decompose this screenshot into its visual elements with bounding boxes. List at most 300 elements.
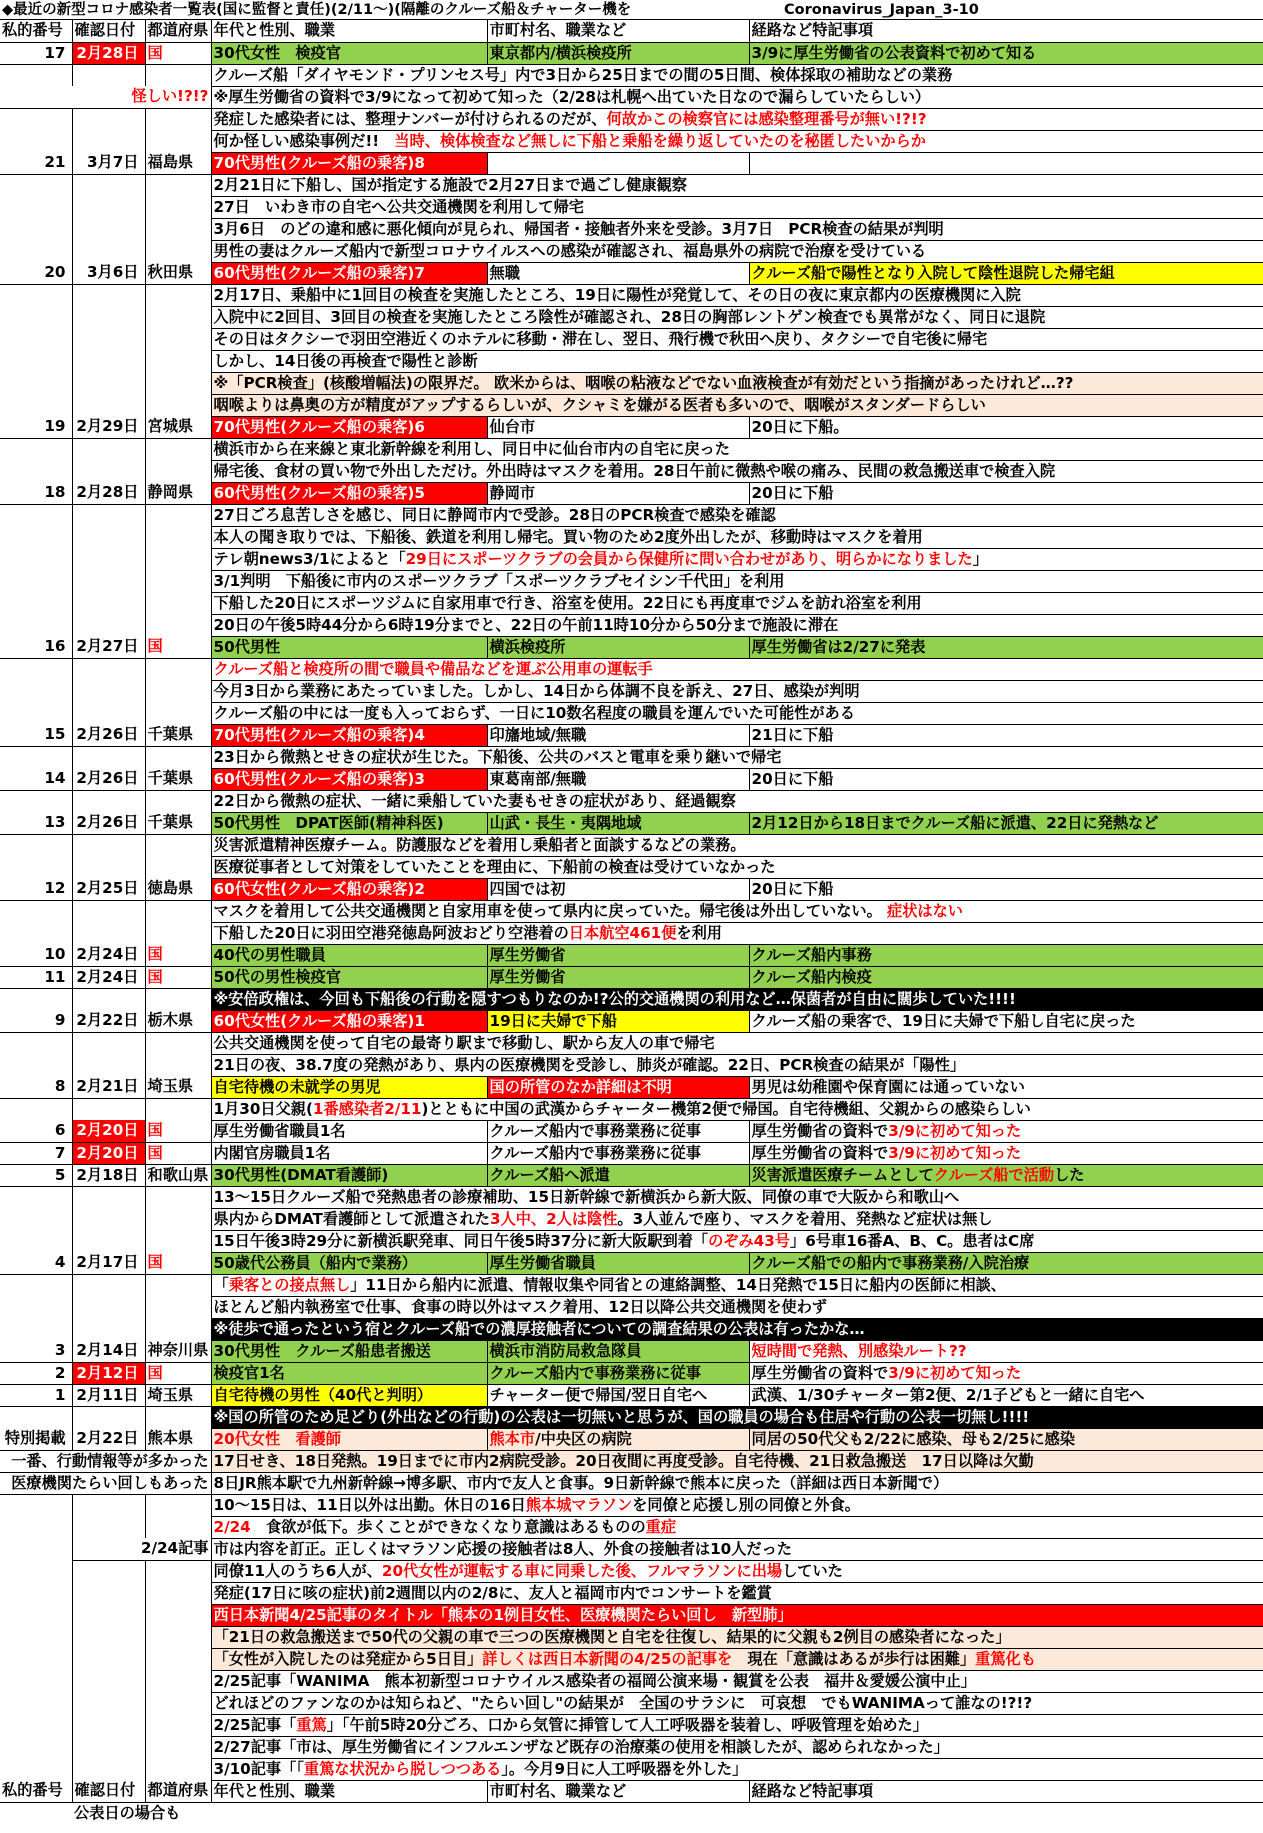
- detail-part: 2/25記事「WANIMA 熊本初新型コロナウイルス感染者の福岡公演来場・観賞を公表 福井＆愛媛公演中止」: [213, 1671, 976, 1690]
- case-row: [0, 482, 1263, 504]
- note-text: 男児は幼稚園や保育園には通っていない: [751, 1077, 1025, 1096]
- note-text: クルーズ船で陽性となり入院して陰性退院した帰宅組: [751, 263, 1115, 282]
- detail-row: [0, 1604, 1263, 1626]
- blank-cell: [0, 1032, 72, 1054]
- blank-cell: [0, 1582, 72, 1604]
- route-notes: [749, 812, 1263, 834]
- blank-cell: [145, 548, 211, 570]
- blank-cell: [72, 790, 145, 812]
- detail-part: 今月3日から業務にあたっていました。しかし、14日から体調不良を訴え、27日、感染が判明: [213, 681, 860, 700]
- blank-cell: [72, 64, 145, 86]
- detail-text: [211, 240, 1263, 262]
- city-job: 東京都内/横浜検疫所: [487, 42, 749, 64]
- city-job: 静岡市: [487, 482, 749, 504]
- note-text: 20日に下船: [751, 879, 834, 898]
- confirm-date: 2月28日: [72, 42, 145, 64]
- confirm-date: 2月26日: [72, 812, 145, 834]
- detail-text: [211, 108, 1263, 130]
- prefecture: 国: [145, 42, 211, 64]
- sheet-title: ◆最近の新型コロナ感染者一覧表(国に監督と責任)(2/11～)(隔離のクルーズ船＆チャーター機を: [2, 2, 632, 18]
- detail-tail: を利用: [676, 923, 722, 942]
- blank-cell: [145, 922, 211, 944]
- case-row: [0, 636, 1263, 658]
- detail-text: [211, 1692, 1263, 1714]
- blank-cell: [0, 1648, 72, 1670]
- blank-cell: [72, 1736, 145, 1758]
- blank-cell: [72, 680, 145, 702]
- city-job: [487, 152, 749, 174]
- blank-cell: [72, 1670, 145, 1692]
- blank-cell: [0, 526, 72, 548]
- detail-text: [211, 702, 1263, 724]
- blank-cell: [0, 790, 72, 812]
- blank-cell: [0, 1516, 72, 1538]
- case-row: [0, 812, 1263, 834]
- detail-row: [0, 834, 1263, 856]
- case-table-footer: [0, 1780, 1263, 1824]
- detail-row: [0, 328, 1263, 350]
- note-highlight: クルーズ船で活動: [933, 1165, 1055, 1184]
- detail-part: 2月17日、乗船中に1回目の検査を実施したところ、19日に陽性が発覚して、その日の夜に東京都内の医療機関に入院: [213, 285, 1021, 304]
- detail-part: 下船した20日に羽田空港発徳島阿波おどり空港着の: [213, 923, 569, 942]
- detail-part: 17日せき、18日発熱。19日までに市内2病院受診。20日夜間に再度受診。自宅待機、21日救急搬送 17日以降は欠勤: [213, 1451, 1034, 1470]
- case-number: 3: [0, 1340, 72, 1362]
- blank-cell: [72, 438, 145, 460]
- detail-row: [0, 1054, 1263, 1076]
- blank-cell: [72, 570, 145, 592]
- city-job: 横浜市消防局救急隊員: [487, 1340, 749, 1362]
- detail-text: [211, 174, 1263, 196]
- blank-cell: [0, 746, 72, 768]
- detail-row: [0, 526, 1263, 548]
- blank-cell: [145, 1230, 211, 1252]
- blank-cell: [0, 196, 72, 218]
- detail-row: [0, 108, 1263, 130]
- detail-row: [0, 1296, 1263, 1318]
- detail-text: [211, 856, 1263, 878]
- detail-tail: していた: [782, 1561, 843, 1580]
- detail-row: [0, 1494, 1263, 1516]
- detail-row: [0, 1450, 1263, 1472]
- city-job: クルーズ船内で事務業務に従事: [487, 1362, 749, 1384]
- case-number: 9: [0, 1010, 72, 1032]
- detail-text: [211, 922, 1263, 944]
- case-row: [0, 1252, 1263, 1274]
- note-text: 同居の50代父も2/22に感染、母も2/25に感染: [751, 1429, 1075, 1448]
- detail-row: [0, 1472, 1263, 1494]
- detail-part: 2/27記事「市は、厚生労働省にインフルエンザなど既存の治療薬の使用を相談したが、認められなかった」: [213, 1737, 949, 1756]
- detail-row: [0, 1692, 1263, 1714]
- blank-cell: [72, 746, 145, 768]
- route-notes: [749, 1340, 1263, 1362]
- detail-row: [0, 900, 1263, 922]
- detail-text: [211, 1538, 1263, 1560]
- detail-part: 22日から微熱の症状、一緒に乗船していた妻もせきの症状があり、経過観察: [213, 791, 736, 810]
- detail-row: [0, 790, 1263, 812]
- blank-cell: [0, 394, 72, 416]
- detail-text: [211, 1582, 1263, 1604]
- note-tail: した: [1054, 1165, 1085, 1184]
- detail-text: [211, 834, 1263, 856]
- detail-part: ※徒歩で通ったという宿とクルーズ船での濃厚接触者についての調査結果の公表は有ったかな…: [213, 1319, 865, 1338]
- detail-part: ※「PCR検査」(核酸増幅法)の限界だ。 欧米からは、咽喉の粘液などでない血液検査が有効だという指摘があったけれど…??: [213, 373, 1074, 392]
- note-text: 武漢、1/30チャーター第2便、2/1子どもと一緒に自宅へ: [751, 1385, 1145, 1404]
- case-row: [0, 42, 1263, 64]
- detail-text: [211, 1450, 1263, 1472]
- header-cell: 市町村名、職業など: [487, 20, 749, 42]
- age-gender-job: 自宅待機の男性（40代と判明）: [211, 1384, 487, 1406]
- note-text: 厚生労働省の資料で: [751, 1363, 889, 1382]
- detail-row: [0, 372, 1263, 394]
- blank-cell: [0, 1098, 72, 1120]
- footer-header-row: [0, 1780, 1263, 1802]
- detail-text: [211, 284, 1263, 306]
- detail-text: [211, 1186, 1263, 1208]
- age-gender-job: 検疫官1名: [211, 1362, 487, 1384]
- detail-row: [0, 438, 1263, 460]
- case-row: [0, 262, 1263, 284]
- detail-part: 「: [213, 1275, 229, 1294]
- blank-cell: [72, 1098, 145, 1120]
- age-gender-job: 30代男性(DMAT看護師): [211, 1164, 487, 1186]
- blank-cell: [72, 306, 145, 328]
- blank-cell: [0, 1318, 72, 1340]
- detail-highlight: 当時、検体検査など無しに下船と乗船を繰り返していたのを秘匿したいからか: [394, 131, 926, 150]
- blank-cell: [72, 1758, 145, 1780]
- route-notes: [749, 878, 1263, 900]
- blank-cell: [145, 614, 211, 636]
- blank-cell: [145, 108, 211, 130]
- route-notes: [749, 1362, 1263, 1384]
- blank-cell: [145, 988, 211, 1010]
- blank-cell: [145, 900, 211, 922]
- route-notes: [749, 1120, 1263, 1142]
- detail-highlight-2: 重篤化も: [975, 1649, 1036, 1668]
- blank-cell: [0, 504, 72, 526]
- detail-highlight: 症状はない: [887, 901, 963, 920]
- detail-text: [211, 1604, 1263, 1626]
- detail-part: 災害派遣精神医療チーム。防護服などを着用し乗船者と面談するなどの業務。: [213, 835, 746, 854]
- detail-part: 西日本新聞4/25記事のタイトル「熊本の1例目女性、医療機関たらい回し 新型肺」: [213, 1605, 793, 1624]
- prefecture: 和歌山県: [145, 1164, 211, 1186]
- footer-note-row: [0, 1802, 1263, 1824]
- detail-row: [0, 570, 1263, 592]
- detail-row: [0, 548, 1263, 570]
- prefecture: 国: [145, 636, 211, 658]
- detail-text: [211, 1318, 1263, 1340]
- city-job: 仙台市: [487, 416, 749, 438]
- age-gender-job: 内閣官房職員1名: [211, 1142, 487, 1164]
- case-table: [0, 20, 1263, 1824]
- detail-row: [0, 680, 1263, 702]
- prefecture: 国: [145, 1362, 211, 1384]
- case-number: 1: [0, 1384, 72, 1406]
- confirm-date: 3月7日: [72, 152, 145, 174]
- detail-part: 下船した20日にスポーツジムに自家用車で行き、浴室を使用。22日にも再度車でジムを訪れ浴室を利用: [213, 593, 922, 612]
- case-number: 2: [0, 1362, 72, 1384]
- note-highlight: 3/9に初めて知った: [888, 1143, 1022, 1162]
- blank-cell: [0, 1758, 72, 1780]
- detail-part: 帰宅後、食材の買い物で外出しただけ。外出時はマスクを着用。28日午前に微熱や喉の痛み、民間の救急搬送車で検査入院: [213, 461, 1056, 480]
- title-row: [0, 0, 1263, 20]
- blank-cell: [145, 1054, 211, 1076]
- blank-cell: [145, 658, 211, 680]
- confirm-date: 2月24日: [72, 944, 145, 966]
- blank-cell: [0, 922, 72, 944]
- blank-cell: [0, 1692, 72, 1714]
- detail-row: [0, 1648, 1263, 1670]
- blank-cell: [145, 1648, 211, 1670]
- detail-row: [0, 1318, 1263, 1340]
- confirm-date: 2月26日: [72, 768, 145, 790]
- blank-cell: [0, 372, 72, 394]
- note-text: 21日に下船: [751, 725, 834, 744]
- case-row: [0, 724, 1263, 746]
- detail-part: 13～15日クルーズ船で発熱患者の診療補助、15日新幹線で新横浜から新大阪、同僚の車で大阪から和歌山へ: [213, 1187, 960, 1206]
- detail-highlight: 熊本城マラソン: [525, 1495, 633, 1514]
- detail-part: 「女性が入院したのは発症から5日目」: [213, 1649, 483, 1668]
- blank-cell: [145, 1692, 211, 1714]
- case-number: 6: [0, 1120, 72, 1142]
- blank-cell: [72, 1560, 145, 1582]
- blank-cell: [145, 680, 211, 702]
- blank-cell: [72, 1296, 145, 1318]
- detail-row: [0, 394, 1263, 416]
- detail-text: [211, 1516, 1263, 1538]
- blank-cell: [0, 1230, 72, 1252]
- case-row: [0, 1384, 1263, 1406]
- blank-cell: [72, 1318, 145, 1340]
- confirm-date: 2月11日: [72, 1384, 145, 1406]
- detail-part: 県内からDMAT看護師として派遣された: [213, 1209, 490, 1228]
- detail-row: [0, 1560, 1263, 1582]
- blank-cell: [0, 240, 72, 262]
- detail-part: 3/1判明 下船後に市内のスポーツクラブ「スポーツクラブセイシン千代田」を利用: [213, 571, 785, 590]
- blank-cell: [72, 174, 145, 196]
- blank-cell: [0, 592, 72, 614]
- blank-cell: [72, 988, 145, 1010]
- detail-row: [0, 1230, 1263, 1252]
- blank-cell: [0, 284, 72, 306]
- case-row: [0, 966, 1263, 988]
- detail-text: [211, 614, 1263, 636]
- city-job: [487, 1428, 749, 1450]
- age-gender-job: 70代男性(クルーズ船の乗客)6: [211, 416, 487, 438]
- blank-cell: [72, 856, 145, 878]
- blank-cell: [72, 1626, 145, 1648]
- detail-highlight: クルーズ船と検疫所の間で職員や備品などを運ぶ公用車の運転手: [213, 659, 653, 678]
- note-highlight: 3/9に初めて知った: [888, 1121, 1022, 1140]
- detail-part: クルーズ船の中には一度も入っておらず、一日に10数名程度の職員を運んでいた可能性がある: [213, 703, 855, 722]
- detail-tail: 」「午前5時20分ごろ、口から気管に挿管して人工呼吸器を装着し、呼吸管理を始めた」: [326, 1715, 928, 1734]
- blank-cell: [0, 856, 72, 878]
- detail-highlight: 何故かこの検察官には感染整理番号が無い!?!?: [606, 109, 927, 128]
- blank-cell: [145, 592, 211, 614]
- detail-text: [211, 328, 1263, 350]
- detail-text: [211, 680, 1263, 702]
- note-text: クルーズ船の乗客で、19日に夫婦で下船し自宅に戻った: [751, 1011, 1136, 1030]
- detail-tail: 」: [972, 549, 988, 568]
- detail-text: [211, 1714, 1263, 1736]
- detail-text: [211, 394, 1263, 416]
- blank-cell: [0, 1296, 72, 1318]
- confirm-date: 2月27日: [72, 636, 145, 658]
- blank-cell: [145, 1626, 211, 1648]
- blank-cell: [0, 328, 72, 350]
- detail-row: [0, 614, 1263, 636]
- note-text: 厚生労働省の資料で: [751, 1143, 889, 1162]
- confirm-date: 2月12日: [72, 1362, 145, 1384]
- side-note: 一番、行動情報等が多かった: [0, 1450, 211, 1472]
- blank-cell: [145, 130, 211, 152]
- city-job: 厚生労働省: [487, 966, 749, 988]
- route-notes: [749, 1252, 1263, 1274]
- confirm-date: 2月26日: [72, 724, 145, 746]
- footer-header-cell: 経路など特記事項: [749, 1780, 1263, 1802]
- age-gender-job: 50歳代公務員（船内で業務）: [211, 1252, 487, 1274]
- route-notes: [749, 966, 1263, 988]
- detail-row: [0, 592, 1263, 614]
- prefecture: 埼玉県: [145, 1384, 211, 1406]
- city-highlight: 熊本市: [489, 1429, 536, 1448]
- detail-row: [0, 306, 1263, 328]
- city-job: 四国では初: [487, 878, 749, 900]
- prefecture: 千葉県: [145, 812, 211, 834]
- prefecture: 国: [145, 1142, 211, 1164]
- blank-cell: [145, 438, 211, 460]
- blank-cell: [0, 306, 72, 328]
- blank-cell: [0, 548, 72, 570]
- detail-part: 発症(17日に咳の症状)前2週間以内の2/8に、友人と福岡市内でコンサートを鑑賞: [213, 1583, 772, 1602]
- blank-cell: [72, 1648, 145, 1670]
- note-text: 厚生労働省の資料で: [751, 1121, 889, 1140]
- detail-row: [0, 174, 1263, 196]
- detail-row: [0, 196, 1263, 218]
- detail-tail: 食欲が低下。歩くことができなくなり意識はあるものの: [250, 1517, 646, 1536]
- city-job: 19日に夫婦で下船: [487, 1010, 749, 1032]
- case-number: 10: [0, 944, 72, 966]
- detail-text: [211, 504, 1263, 526]
- detail-part: 21日の夜、38.7度の発熱があり、県内の医療機関を受診し、肺炎が確認。22日、PCR検査の結果が「陽性」: [213, 1055, 966, 1074]
- detail-text: [211, 64, 1263, 86]
- detail-text: [211, 1648, 1263, 1670]
- case-number: 15: [0, 724, 72, 746]
- detail-text: [211, 350, 1263, 372]
- case-number: 21: [0, 152, 72, 174]
- route-notes: [749, 636, 1263, 658]
- case-row: [0, 416, 1263, 438]
- case-row: [0, 1010, 1263, 1032]
- blank-cell: [72, 1186, 145, 1208]
- detail-tail: を同僚と応援し別の同僚と外食。: [632, 1495, 860, 1514]
- note-text: クルーズ船内事務: [751, 945, 872, 964]
- blank-cell: [145, 504, 211, 526]
- city-job: 無職: [487, 262, 749, 284]
- case-number: 13: [0, 812, 72, 834]
- detail-part: 本人の聞き取りでは、下船後、鉄道を利用し帰宅。買い物のため2度外出したが、移動時はマスクを着用: [213, 527, 923, 546]
- blank-cell: [0, 350, 72, 372]
- detail-tail: 。3人並んで座り、マスクを着用、発熱など症状は無し: [617, 1209, 993, 1228]
- city-job: 厚生労働省: [487, 944, 749, 966]
- blank-cell: [145, 1098, 211, 1120]
- blank-cell: [0, 174, 72, 196]
- blank-cell: [0, 1736, 72, 1758]
- detail-part: 2/25記事「: [213, 1715, 297, 1734]
- detail-text: [211, 658, 1263, 680]
- detail-text: [211, 1054, 1263, 1076]
- blank-cell: [145, 1604, 211, 1626]
- note-text: 20日に下船。: [751, 417, 849, 436]
- note-text: 20日に下船: [751, 483, 834, 502]
- detail-part: ※厚生労働省の資料で3/9になって初めて知った（2/28は札幌へ出ていた日なので漏らしていたらしい）: [213, 87, 931, 106]
- note-text: 20日に下船: [751, 769, 834, 788]
- detail-text: [211, 570, 1263, 592]
- detail-part: 市は内容を訂正。正しくはマラソン応援の接触者は8人、外食の接触者は10人だった: [213, 1539, 792, 1558]
- age-gender-job: 60代女性(クルーズ船の乗客)1: [211, 1010, 487, 1032]
- blank-cell: [72, 1692, 145, 1714]
- blank-cell: [145, 1318, 211, 1340]
- header-cell: 経路など特記事項: [749, 20, 1263, 42]
- detail-highlight: のぞみ43号: [708, 1231, 790, 1250]
- detail-row: [0, 284, 1263, 306]
- blank-cell: [0, 1054, 72, 1076]
- route-notes: [749, 262, 1263, 284]
- blank-cell: [72, 284, 145, 306]
- header-cell: 確認日付: [72, 20, 145, 42]
- detail-text: [211, 86, 1263, 108]
- confirm-date: 2月24日: [72, 966, 145, 988]
- blank-cell: [0, 1186, 72, 1208]
- blank-cell: [72, 1406, 145, 1428]
- detail-text: [211, 1406, 1263, 1428]
- note-highlight: 短時間で発熱、別感染ルート??: [751, 1341, 967, 1360]
- case-number: 11: [0, 966, 72, 988]
- detail-part: 3月6日 のどの違和感に悪化傾向が見られ、帰国者・接触者外来を受診。3月7日 PCR検査の結果が判明: [213, 219, 944, 238]
- blank-cell: [145, 790, 211, 812]
- prefecture: 千葉県: [145, 768, 211, 790]
- detail-highlight: 重篤: [296, 1715, 327, 1734]
- prefecture: 国: [145, 1252, 211, 1274]
- blank-cell: [0, 218, 72, 240]
- detail-text: [211, 1098, 1263, 1120]
- blank-cell: [0, 1714, 72, 1736]
- route-notes: [749, 1164, 1263, 1186]
- detail-row: [0, 218, 1263, 240]
- detail-part: どれほどのファンなのかは知らねど、"たらい回し"の結果が 全国のサラシに 可哀想 でもWANIMAって誰なの!?!?: [213, 1693, 1033, 1712]
- detail-text: [211, 746, 1263, 768]
- detail-row: [0, 922, 1263, 944]
- blank-cell: [0, 1560, 72, 1582]
- detail-text: [211, 592, 1263, 614]
- case-number: 12: [0, 878, 72, 900]
- age-gender-job: 60代男性(クルーズ船の乗客)3: [211, 768, 487, 790]
- blank-cell: [145, 526, 211, 548]
- age-gender-job: 50代の男性検疫官: [211, 966, 487, 988]
- detail-row: [0, 1098, 1263, 1120]
- route-notes: [749, 944, 1263, 966]
- route-notes: [749, 152, 1263, 174]
- city-job: 印旛地域/無職: [487, 724, 749, 746]
- case-row: [0, 1340, 1263, 1362]
- blank-cell: [72, 526, 145, 548]
- source-label: Coronavirus_Japan_3-10: [784, 2, 979, 18]
- detail-row: [0, 1186, 1263, 1208]
- confirm-date: 2月20日: [72, 1120, 145, 1142]
- blank-cell: [72, 196, 145, 218]
- case-row: [0, 1142, 1263, 1164]
- blank-cell: [0, 900, 72, 922]
- footer-header-cell: 確認日付: [72, 1780, 145, 1802]
